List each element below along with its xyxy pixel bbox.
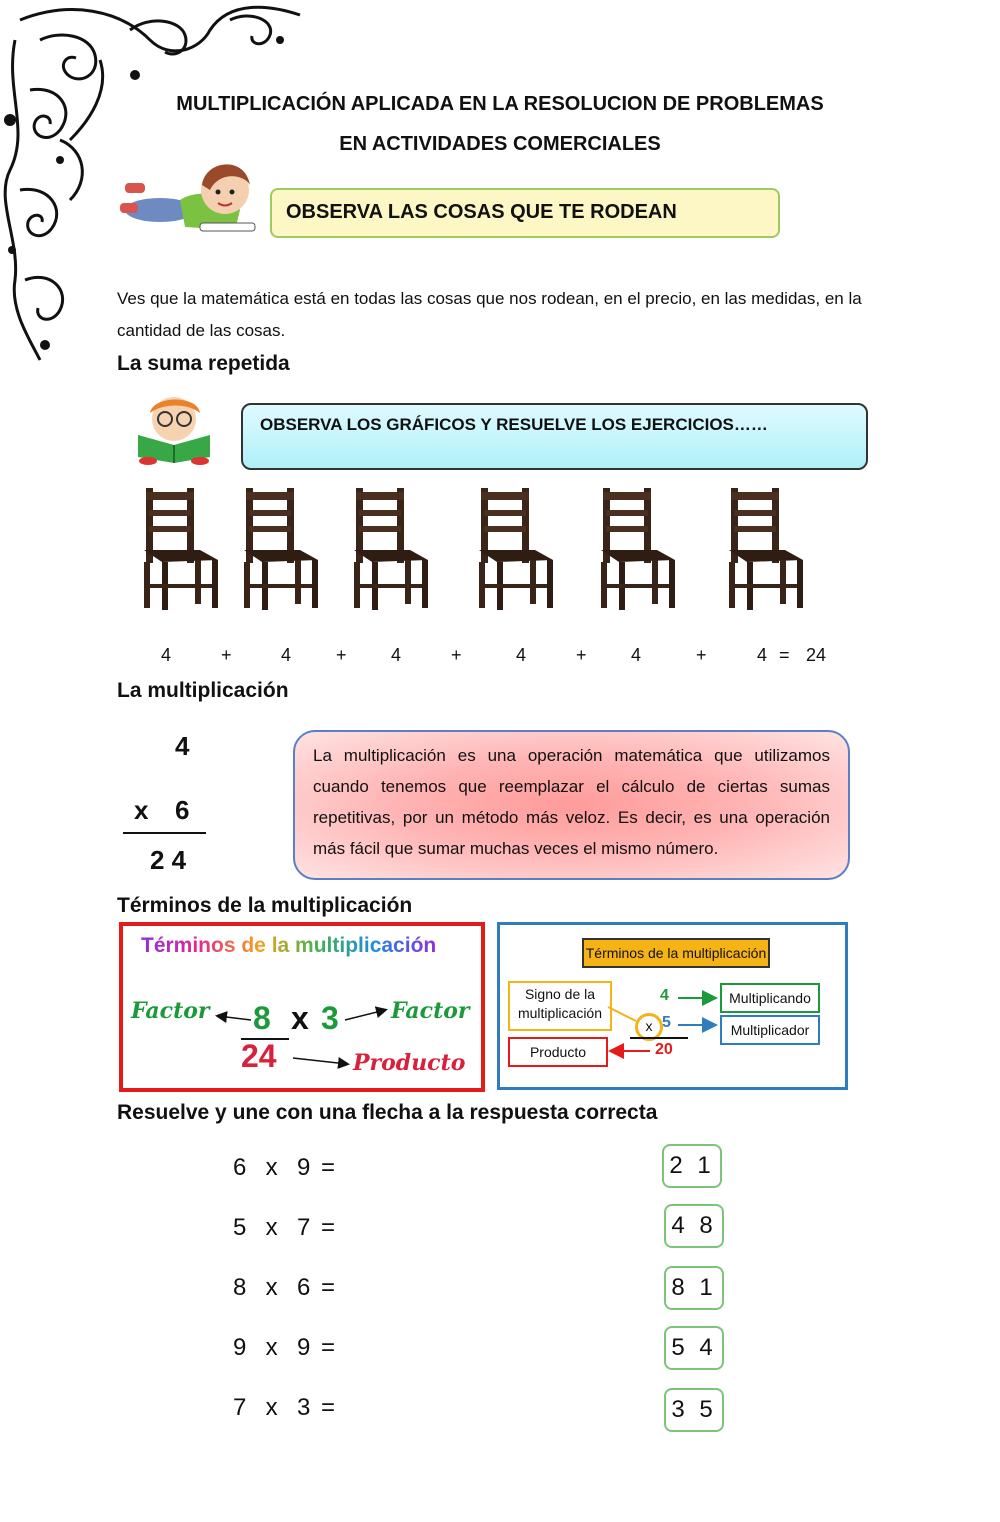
sum-operator: +	[221, 645, 232, 665]
multiplier-label-box: Multiplicador	[720, 1015, 820, 1045]
problem-5: 7 x 3 =	[233, 1394, 338, 1421]
answer-box-2[interactable]: 4 8	[664, 1204, 724, 1248]
sum-operator: +	[576, 645, 587, 665]
chair-6	[725, 488, 805, 618]
sum-term: 4	[757, 645, 768, 665]
problem-2: 5 x 7 =	[233, 1214, 338, 1241]
terms-right-arrows	[500, 925, 845, 1087]
boy-reading-illustration	[128, 395, 220, 465]
problem-4: 9 x 9 =	[233, 1334, 338, 1361]
multiplicand-label-box: Multiplicando	[720, 983, 820, 1013]
sum-term: 4	[516, 645, 527, 665]
sign-circle: x	[635, 1013, 663, 1041]
terms-right-title: Términos de la multiplicación	[582, 938, 770, 968]
answer-box-5[interactable]: 3 5	[664, 1388, 724, 1432]
sum-equals: =	[779, 645, 790, 665]
terms-diagram-left	[119, 922, 485, 1092]
terms-left-title: Términos de la multiplicación	[141, 934, 437, 957]
multiply-sign: x	[134, 795, 149, 825]
banner-observe-text: OBSERVA LAS COSAS QUE TE RODEAN	[286, 201, 677, 223]
heading-suma-repetida: La suma repetida	[117, 352, 290, 375]
factor-a-value: 8	[253, 1000, 271, 1036]
multiplier: 6	[175, 795, 190, 825]
multiplicand: 4	[175, 731, 190, 761]
product-value-right: 20	[655, 1041, 673, 1058]
sum-term: 4	[391, 645, 402, 665]
problem-1: 6 x 9 =	[233, 1154, 338, 1181]
multiplier-value: 5	[662, 1014, 671, 1031]
chair-1	[140, 488, 220, 618]
banner-observe	[270, 188, 780, 238]
sum-term: 4	[161, 645, 172, 665]
terms-diagram-right	[497, 922, 848, 1090]
sum-result: 24	[806, 645, 827, 665]
sum-term: 4	[631, 645, 642, 665]
chair-5	[597, 488, 677, 618]
product-value: 24	[241, 1038, 277, 1074]
sign-label-box: Signo de la multiplicación	[508, 981, 612, 1031]
definition-text: La multiplicación es una operación matemática que utilizamos cuando tenemos que reemplazar el cálculo de ciertas sumas repetitivas, por un método más veloz. Es decir, es una operación más fácil que sumar muchas veces el mismo número.	[313, 746, 830, 858]
repeated-sum-row	[0, 645, 1000, 669]
problem-3: 8 x 6 =	[233, 1274, 338, 1301]
multiplicand-value: 4	[660, 987, 669, 1004]
times-sign: x	[291, 1000, 309, 1036]
girl-reading-illustration	[120, 155, 260, 240]
answer-box-3[interactable]: 8 1	[664, 1266, 724, 1310]
definition-box	[293, 730, 850, 880]
heading-ejercicio: Resuelve y une con una flecha a la respuesta correcta	[117, 1101, 658, 1124]
title-line-2: EN ACTIVIDADES COMERCIALES	[339, 133, 661, 155]
chair-3	[350, 488, 430, 618]
result-line	[123, 832, 206, 834]
multiplication-result: 2 4	[150, 845, 187, 875]
product-label-box: Producto	[508, 1037, 608, 1067]
terms-left-arrows	[123, 926, 481, 1088]
sum-term: 4	[281, 645, 292, 665]
chair-2	[240, 488, 320, 618]
product-label: Producto	[353, 1050, 466, 1076]
answer-box-4[interactable]: 5 4	[664, 1326, 724, 1370]
factor-label-right: Factor	[391, 998, 470, 1024]
intro-paragraph: Ves que la matemática está en todas las cosas que nos rodean, en el precio, en las medidas, en la cantidad de las cosas.	[117, 289, 862, 340]
factor-b-value: 3	[321, 1000, 339, 1036]
title-line-1: MULTIPLICACIÓN APLICADA EN LA RESOLUCION DE PROBLEMAS	[176, 93, 824, 115]
sum-operator: +	[336, 645, 347, 665]
banner-exercises	[241, 403, 868, 470]
banner-exercises-text: OBSERVA LOS GRÁFICOS Y RESUELVE LOS EJERCICIOS……	[260, 415, 768, 434]
sum-operator: +	[696, 645, 707, 665]
sum-operator: +	[451, 645, 462, 665]
heading-terminos: Términos de la multiplicación	[117, 894, 413, 917]
chair-4	[475, 488, 555, 618]
factor-label-left: Factor	[131, 998, 210, 1024]
heading-multiplicacion: La multiplicación	[117, 679, 289, 702]
answer-box-1[interactable]: 2 1	[662, 1144, 722, 1188]
